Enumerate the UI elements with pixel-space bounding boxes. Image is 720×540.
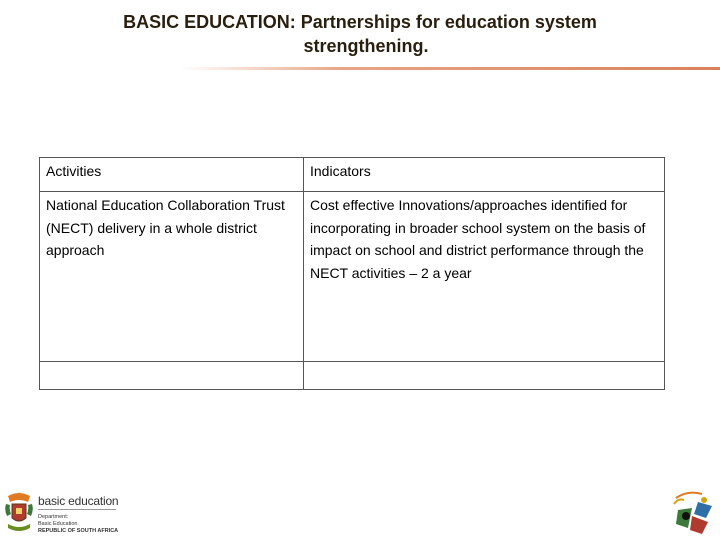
table-header-row bbox=[40, 158, 665, 192]
logo-title: basic education bbox=[38, 494, 119, 508]
empty-activity-cell bbox=[40, 362, 304, 390]
logo-sub-republic: REPUBLIC OF SOUTH AFRICA bbox=[38, 528, 119, 534]
header-indicators: Indicators bbox=[304, 158, 665, 192]
twenty-years-emblem-icon bbox=[668, 488, 718, 538]
table-row bbox=[40, 192, 665, 362]
indicator-cell: Cost effective Innovations/approaches identified for incorporating in broader school system on the basis of impact on school and district performance through the NECT activities – 2 a year bbox=[304, 192, 665, 362]
slide-title bbox=[40, 10, 680, 58]
header-activities: Activities bbox=[40, 158, 304, 192]
table-row-empty bbox=[40, 362, 665, 390]
department-logo bbox=[0, 490, 130, 538]
coat-of-arms-icon bbox=[2, 490, 36, 536]
slide-title-line-1: BASIC EDUCATION: Partnerships for education system bbox=[123, 12, 597, 32]
empty-indicator-cell bbox=[304, 362, 665, 390]
slide-title-line-2: strengthening. bbox=[303, 36, 429, 56]
activities-table bbox=[39, 157, 665, 390]
activity-cell: National Education Collaboration Trust (NECT) delivery in a whole district approach bbox=[40, 192, 304, 362]
logo-sub-department: Department: bbox=[38, 514, 69, 520]
logo-divider bbox=[38, 509, 116, 510]
title-divider bbox=[180, 67, 720, 70]
logo-sub-basic-education: Basic Education bbox=[38, 521, 78, 527]
